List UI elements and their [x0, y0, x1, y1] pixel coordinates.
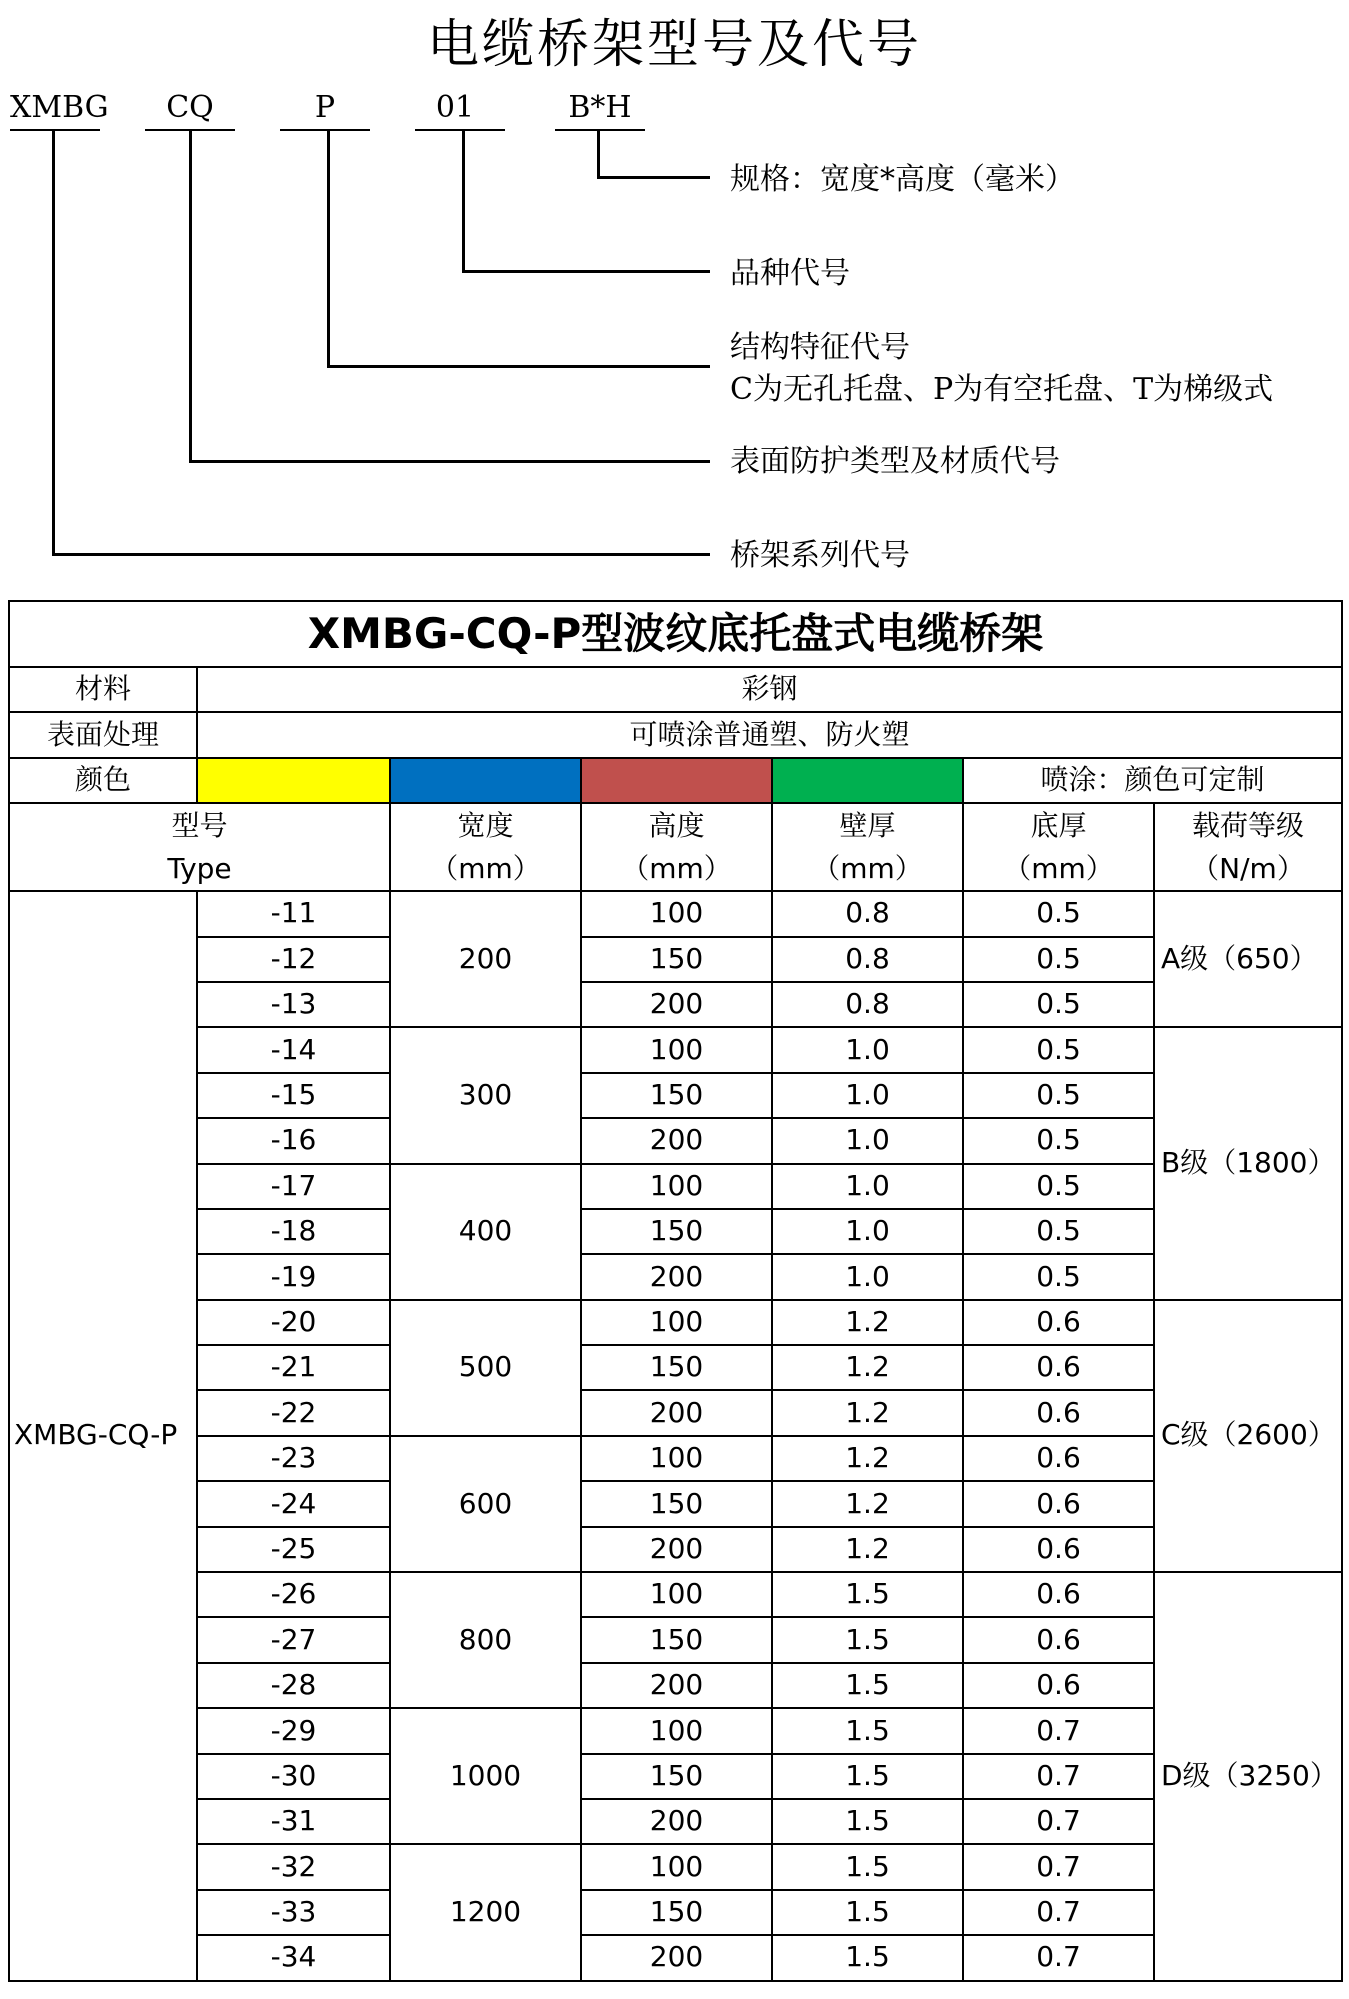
wall-cell: 1.5 — [772, 1572, 963, 1617]
header-load-main: 载荷等级 — [1191, 809, 1304, 843]
table-row — [9, 1027, 1342, 1072]
model-code-cell: -34 — [197, 1935, 390, 1980]
height-cell: 100 — [581, 1300, 772, 1345]
connector-line — [327, 131, 330, 366]
model-code-cell: -27 — [197, 1617, 390, 1662]
connector-line — [597, 176, 710, 179]
wall-cell: 1.5 — [772, 1617, 963, 1662]
height-cell: 200 — [581, 1118, 772, 1163]
table-row — [9, 1300, 1342, 1345]
color-note: 喷涂：颜色可定制 — [963, 758, 1342, 803]
wall-cell: 1.5 — [772, 1844, 963, 1889]
load-grade-cell: B级（1800） — [1154, 1027, 1342, 1299]
width-cell: 500 — [390, 1300, 581, 1436]
code-underline — [280, 129, 370, 131]
desc-series: 桥架系列代号 — [730, 538, 910, 573]
width-cell: 1200 — [390, 1844, 581, 1980]
header-wall-sub: （mm） — [812, 852, 923, 886]
model-code-cell: -15 — [197, 1073, 390, 1118]
table-row — [9, 982, 1342, 1027]
table-row — [9, 1345, 1342, 1390]
bottom-cell: 0.5 — [963, 891, 1154, 936]
height-cell: 200 — [581, 1527, 772, 1572]
page-title: 电缆桥架型号及代号 — [426, 15, 922, 75]
bottom-cell: 0.5 — [963, 1209, 1154, 1254]
connector-line — [189, 460, 710, 463]
header-height-main: 高度 — [648, 809, 705, 843]
desc-structure: 结构特征代号 — [730, 330, 910, 365]
code-part-spec: B*H — [568, 90, 632, 125]
code-underline — [415, 129, 505, 131]
height-cell: 200 — [581, 1799, 772, 1844]
table-row — [9, 1209, 1342, 1254]
wall-cell: 1.5 — [772, 1708, 963, 1753]
height-cell: 100 — [581, 1844, 772, 1889]
header-load-sub: （N/m） — [1191, 852, 1305, 886]
height-cell: 200 — [581, 1663, 772, 1708]
connector-line — [189, 131, 192, 461]
header-width — [390, 803, 581, 891]
table-row — [9, 1754, 1342, 1799]
code-underline — [555, 129, 645, 131]
height-cell: 150 — [581, 937, 772, 982]
height-cell: 200 — [581, 1935, 772, 1980]
load-grade-cell: A级（650） — [1154, 891, 1342, 1027]
bottom-cell: 0.6 — [963, 1300, 1154, 1345]
wall-cell: 1.5 — [772, 1663, 963, 1708]
header-wall-main: 壁厚 — [839, 809, 896, 843]
table-row — [9, 1073, 1342, 1118]
material-label: 材料 — [9, 667, 197, 712]
wall-cell: 0.8 — [772, 891, 963, 936]
table-row — [9, 1254, 1342, 1299]
bottom-cell: 0.6 — [963, 1481, 1154, 1526]
wall-cell: 1.5 — [772, 1890, 963, 1935]
model-code-cell: -32 — [197, 1844, 390, 1889]
bottom-cell: 0.7 — [963, 1708, 1154, 1753]
model-code-cell: -22 — [197, 1390, 390, 1435]
bottom-cell: 0.6 — [963, 1436, 1154, 1481]
model-code-cell: -18 — [197, 1209, 390, 1254]
bottom-cell: 0.7 — [963, 1890, 1154, 1935]
model-code-cell: -19 — [197, 1254, 390, 1299]
model-code-cell: -21 — [197, 1345, 390, 1390]
table-row — [9, 937, 1342, 982]
bottom-cell: 0.5 — [963, 1118, 1154, 1163]
height-cell: 150 — [581, 1073, 772, 1118]
model-code-cell: -16 — [197, 1118, 390, 1163]
color-label: 颜色 — [9, 758, 197, 803]
wall-cell: 1.0 — [772, 1027, 963, 1072]
table-row — [9, 1663, 1342, 1708]
header-load — [1154, 803, 1342, 891]
width-cell: 600 — [390, 1436, 581, 1572]
surface-value: 可喷涂普通塑、防火塑 — [197, 712, 1342, 757]
color-swatch-yellow — [197, 758, 390, 803]
model-code-cell: -28 — [197, 1663, 390, 1708]
table-row — [9, 1118, 1342, 1163]
surface-label: 表面处理 — [9, 712, 197, 757]
wall-cell: 1.0 — [772, 1209, 963, 1254]
height-cell: 150 — [581, 1890, 772, 1935]
connector-line — [462, 131, 465, 271]
material-value: 彩钢 — [197, 667, 1342, 712]
table-row — [9, 1436, 1342, 1481]
width-cell: 400 — [390, 1164, 581, 1300]
height-cell: 100 — [581, 1436, 772, 1481]
connector-line — [52, 553, 710, 556]
header-type-sub: Type — [167, 852, 232, 886]
wall-cell: 1.0 — [772, 1118, 963, 1163]
height-cell: 200 — [581, 982, 772, 1027]
table-row — [9, 1799, 1342, 1844]
model-code-cell: -24 — [197, 1481, 390, 1526]
code-part-structure: P — [314, 90, 336, 125]
wall-cell: 1.0 — [772, 1164, 963, 1209]
table-row — [9, 1844, 1342, 1889]
bottom-cell: 0.5 — [963, 982, 1154, 1027]
height-cell: 100 — [581, 1708, 772, 1753]
code-underline — [10, 129, 100, 131]
header-bottom-main: 底厚 — [1030, 809, 1087, 843]
model-code-cell: -26 — [197, 1572, 390, 1617]
header-bottom — [963, 803, 1154, 891]
wall-cell: 1.2 — [772, 1345, 963, 1390]
table-title: XMBG-CQ-P型波纹底托盘式电缆桥架 — [9, 601, 1342, 667]
model-code-cell: -14 — [197, 1027, 390, 1072]
header-width-sub: （mm） — [430, 852, 541, 886]
code-part-series: XMBG — [10, 90, 109, 125]
width-cell: 1000 — [390, 1708, 581, 1844]
table-row — [9, 1708, 1342, 1753]
bottom-cell: 0.7 — [963, 1754, 1154, 1799]
model-code-cell: -13 — [197, 982, 390, 1027]
header-type — [9, 803, 390, 891]
height-cell: 150 — [581, 1617, 772, 1662]
bottom-cell: 0.5 — [963, 1164, 1154, 1209]
bottom-cell: 0.6 — [963, 1345, 1154, 1390]
series-cell: XMBG-CQ-P — [9, 891, 197, 1980]
wall-cell: 1.2 — [772, 1300, 963, 1345]
table-row — [9, 1164, 1342, 1209]
height-cell: 100 — [581, 1164, 772, 1209]
width-cell: 300 — [390, 1027, 581, 1163]
desc-structure-detail: C为无孔托盘、P为有空托盘、T为梯级式 — [730, 372, 1274, 407]
table-row — [9, 1527, 1342, 1572]
bottom-cell: 0.5 — [963, 1073, 1154, 1118]
bottom-cell: 0.6 — [963, 1663, 1154, 1708]
model-code-cell: -23 — [197, 1436, 390, 1481]
code-part-variety: 01 — [435, 90, 475, 125]
wall-cell: 1.2 — [772, 1390, 963, 1435]
wall-cell: 1.5 — [772, 1935, 963, 1980]
height-cell: 200 — [581, 1390, 772, 1435]
header-type-main: 型号 — [171, 809, 228, 843]
bottom-cell: 0.5 — [963, 937, 1154, 982]
table-row — [9, 1481, 1342, 1526]
model-code-cell: -31 — [197, 1799, 390, 1844]
bottom-cell: 0.5 — [963, 1027, 1154, 1072]
load-grade-cell: C级（2600） — [1154, 1300, 1342, 1572]
height-cell: 200 — [581, 1254, 772, 1299]
bottom-cell: 0.6 — [963, 1527, 1154, 1572]
model-code-cell: -12 — [197, 937, 390, 982]
model-code-cell: -30 — [197, 1754, 390, 1799]
width-cell: 200 — [390, 891, 581, 1027]
model-code-cell: -20 — [197, 1300, 390, 1345]
wall-cell: 1.0 — [772, 1254, 963, 1299]
header-width-main: 宽度 — [457, 809, 514, 843]
desc-variety: 品种代号 — [730, 256, 850, 291]
wall-cell: 0.8 — [772, 982, 963, 1027]
height-cell: 150 — [581, 1345, 772, 1390]
wall-cell: 1.2 — [772, 1436, 963, 1481]
color-swatch-blue — [390, 758, 581, 803]
table-row — [9, 1572, 1342, 1617]
header-bottom-sub: （mm） — [1003, 852, 1114, 886]
height-cell: 150 — [581, 1209, 772, 1254]
bottom-cell: 0.6 — [963, 1617, 1154, 1662]
bottom-cell: 0.6 — [963, 1390, 1154, 1435]
model-code-cell: -33 — [197, 1890, 390, 1935]
wall-cell: 1.5 — [772, 1799, 963, 1844]
wall-cell: 1.2 — [772, 1481, 963, 1526]
color-swatch-red — [581, 758, 772, 803]
code-part-surface: CQ — [166, 90, 214, 125]
table-row — [9, 1935, 1342, 1980]
bottom-cell: 0.7 — [963, 1935, 1154, 1980]
desc-surface: 表面防护类型及材质代号 — [730, 444, 1060, 479]
model-code-cell: -25 — [197, 1527, 390, 1572]
table-row — [9, 1890, 1342, 1935]
model-code-cell: -17 — [197, 1164, 390, 1209]
connector-line — [462, 270, 710, 273]
connector-line — [52, 131, 55, 555]
model-code-cell: -11 — [197, 891, 390, 936]
color-swatch-green — [772, 758, 963, 803]
wall-cell: 0.8 — [772, 937, 963, 982]
wall-cell: 1.0 — [772, 1073, 963, 1118]
wall-cell: 1.2 — [772, 1527, 963, 1572]
bottom-cell: 0.7 — [963, 1799, 1154, 1844]
connector-line — [597, 131, 600, 177]
load-grade-cell: D级（3250） — [1154, 1572, 1342, 1981]
bottom-cell: 0.7 — [963, 1844, 1154, 1889]
desc-spec: 规格：宽度*高度（毫米） — [730, 162, 1075, 197]
model-code-cell: -29 — [197, 1708, 390, 1753]
height-cell: 150 — [581, 1754, 772, 1799]
header-wall — [772, 803, 963, 891]
table-row — [9, 1617, 1342, 1662]
spec-table — [8, 600, 1343, 1982]
header-height — [581, 803, 772, 891]
header-height-sub: （mm） — [621, 852, 732, 886]
height-cell: 150 — [581, 1481, 772, 1526]
table-row — [9, 1390, 1342, 1435]
height-cell: 100 — [581, 1572, 772, 1617]
height-cell: 100 — [581, 891, 772, 936]
connector-line — [327, 365, 710, 368]
width-cell: 800 — [390, 1572, 581, 1708]
table-row — [9, 891, 1342, 936]
bottom-cell: 0.5 — [963, 1254, 1154, 1299]
wall-cell: 1.5 — [772, 1754, 963, 1799]
bottom-cell: 0.6 — [963, 1572, 1154, 1617]
height-cell: 100 — [581, 1027, 772, 1072]
